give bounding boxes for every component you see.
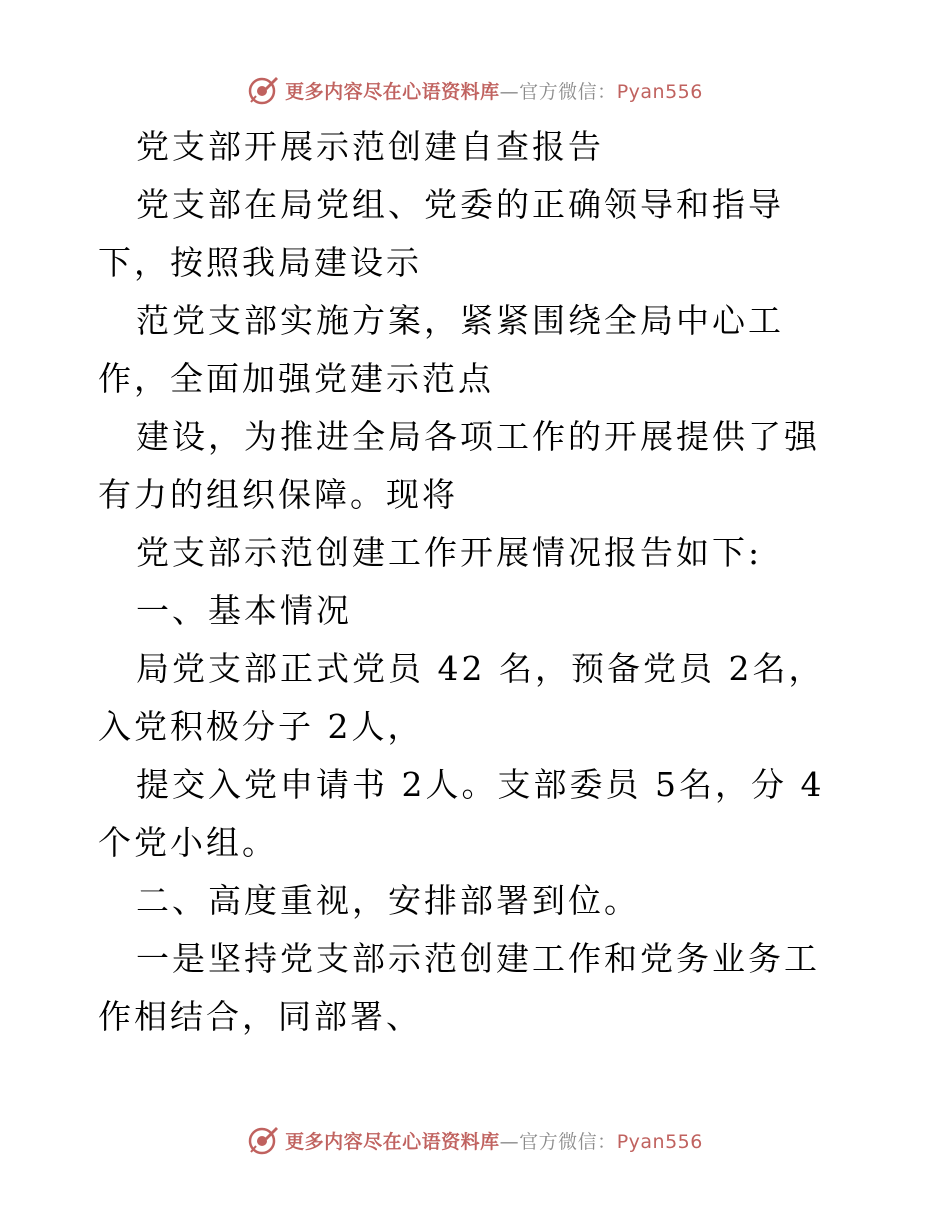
banner-wechat-label: 官方微信： [519,1130,617,1153]
banner-wechat-label: 官方微信： [519,80,617,103]
document-body [98,118,853,1046]
banner-main-text: 更多内容尽在心语资料库 [285,1130,500,1153]
footer-banner [0,1120,950,1160]
banner-text [285,77,703,104]
header-banner [0,70,950,110]
banner-text [285,1127,703,1154]
paragraph: 局党支部正式党员 42 名，预备党员 2名，入党积极分子 2人， [98,649,825,746]
paragraph: 党支部在局党组、党委的正确领导和指导下，按照我局建设示 [98,185,784,282]
pen-nib-seal-icon [247,74,279,106]
banner-main-text: 更多内容尽在心语资料库 [285,80,500,103]
paragraph: 建设，为推进全局各项工作的开展提供了强有力的组织保障。现将 [98,417,820,514]
paragraph: 党支部示范创建工作开展情况报告如下: [136,533,763,572]
paragraph: 一是坚持党支部示范创建工作和党务业务工作相结合，同部署、 [98,939,820,1036]
pen-nib-seal-icon [247,1124,279,1156]
banner-dash: — [499,1130,520,1153]
section-heading: 二、高度重视，安排部署到位。 [136,881,640,920]
banner-wechat-id: Pyan556 [616,80,703,103]
paragraph: 提交入党申请书 2人。支部委员 5名，分 4个党小组。 [98,765,825,862]
banner-wechat-id: Pyan556 [616,1130,703,1153]
paragraph: 范党支部实施方案，紧紧围绕全局中心工作，全面加强党建示范点 [98,301,784,398]
document-title: 党支部开展示范创建自查报告 [136,127,604,166]
section-heading: 一、基本情况 [136,591,352,630]
banner-dash: — [499,80,520,103]
